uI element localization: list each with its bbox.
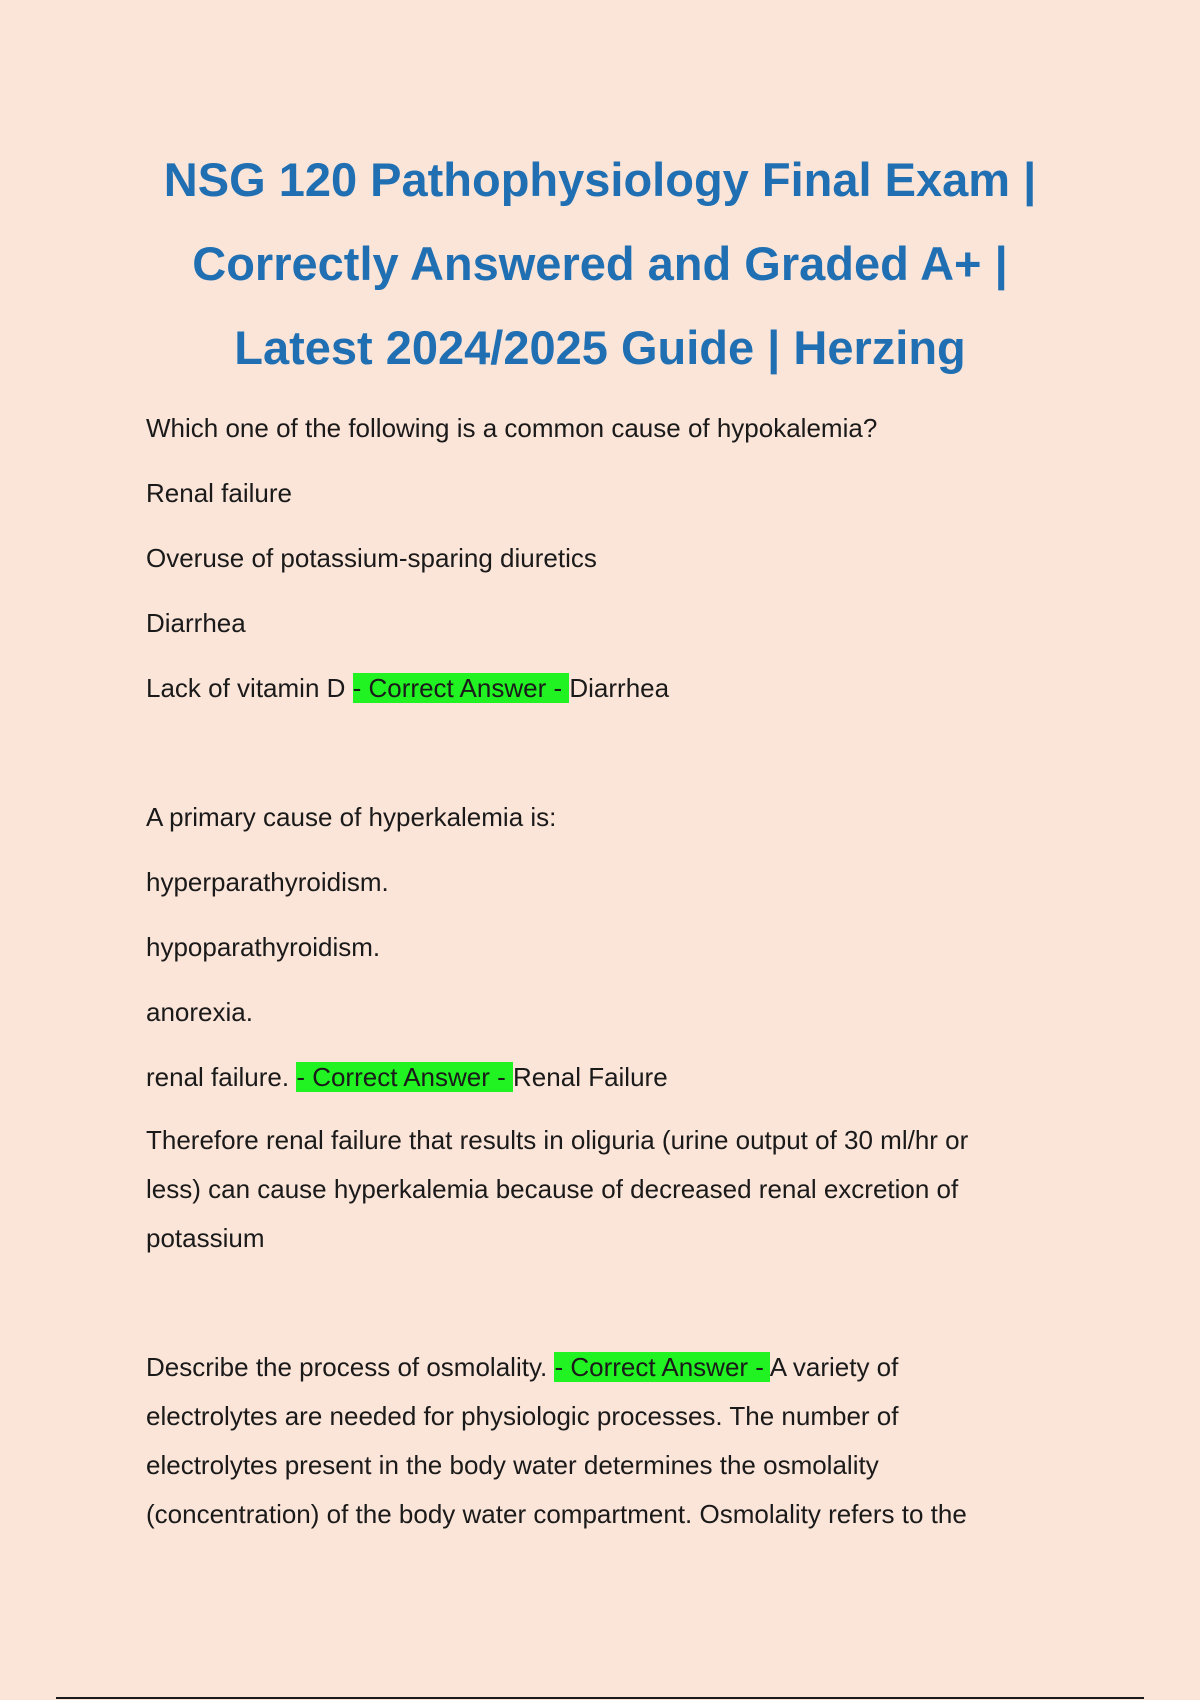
q2-answer: Renal Failure bbox=[513, 1062, 668, 1092]
correct-answer-marker: - Correct Answer - bbox=[352, 673, 570, 703]
page-bottom-divider bbox=[56, 1697, 1144, 1699]
title-line-2: Correctly Answered and Graded A+ | bbox=[192, 237, 1008, 290]
spacer bbox=[146, 727, 1066, 791]
q3-question: Describe the process of osmolality. bbox=[146, 1352, 555, 1382]
q2-explanation-line-3: potassium bbox=[146, 1223, 265, 1253]
q2-explanation bbox=[146, 1116, 1066, 1279]
q2-option-4-with-answer bbox=[146, 1051, 1066, 1116]
correct-answer-marker: - Correct Answer - bbox=[296, 1062, 514, 1092]
q1-option-1: Renal failure bbox=[146, 478, 292, 508]
q1-option-4-with-answer bbox=[146, 662, 1066, 727]
q2-question: A primary cause of hyperkalemia is: bbox=[146, 802, 557, 832]
q2-explanation-line-2: less) can cause hyperkalemia because of decreased renal excretion of bbox=[146, 1174, 959, 1204]
q3-answer-line-3: (concentration) of the body water compartment. Osmolality refers to the bbox=[146, 1499, 967, 1529]
q3-answer-line-2: electrolytes present in the body water determines the osmolality bbox=[146, 1450, 879, 1480]
q2-explanation-line-1: Therefore renal failure that results in oliguria (urine output of 30 ml/hr or bbox=[146, 1125, 969, 1155]
q2-option-4: renal failure. bbox=[146, 1062, 297, 1092]
q2-option-1: hyperparathyroidism. bbox=[146, 867, 389, 897]
title-line-3: Latest 2024/2025 Guide | Herzing bbox=[234, 321, 966, 374]
q1-answer: Diarrhea bbox=[569, 673, 670, 703]
q2-option-3: anorexia. bbox=[146, 997, 253, 1027]
q1-option-4: Lack of vitamin D bbox=[146, 673, 353, 703]
q1-option-2: Overuse of potassium-sparing diuretics bbox=[146, 543, 597, 573]
correct-answer-marker: - Correct Answer - bbox=[554, 1352, 770, 1382]
document-title bbox=[100, 138, 1100, 390]
title-line-1: NSG 120 Pathophysiology Final Exam | bbox=[163, 153, 1037, 206]
document-body bbox=[146, 402, 1066, 1555]
q2-option-2: hypoparathyroidism. bbox=[146, 932, 381, 962]
q1-option-3: Diarrhea bbox=[146, 608, 246, 638]
q3-block bbox=[146, 1343, 1066, 1555]
q1-question: Which one of the following is a common cause of hypokalemia? bbox=[146, 413, 878, 443]
q3-answer-start: A variety of bbox=[769, 1352, 899, 1382]
q3-answer-line-1: electrolytes are needed for physiologic processes. The number of bbox=[146, 1401, 899, 1431]
q3-first-line bbox=[146, 1343, 1066, 1392]
spacer bbox=[146, 1279, 1066, 1343]
